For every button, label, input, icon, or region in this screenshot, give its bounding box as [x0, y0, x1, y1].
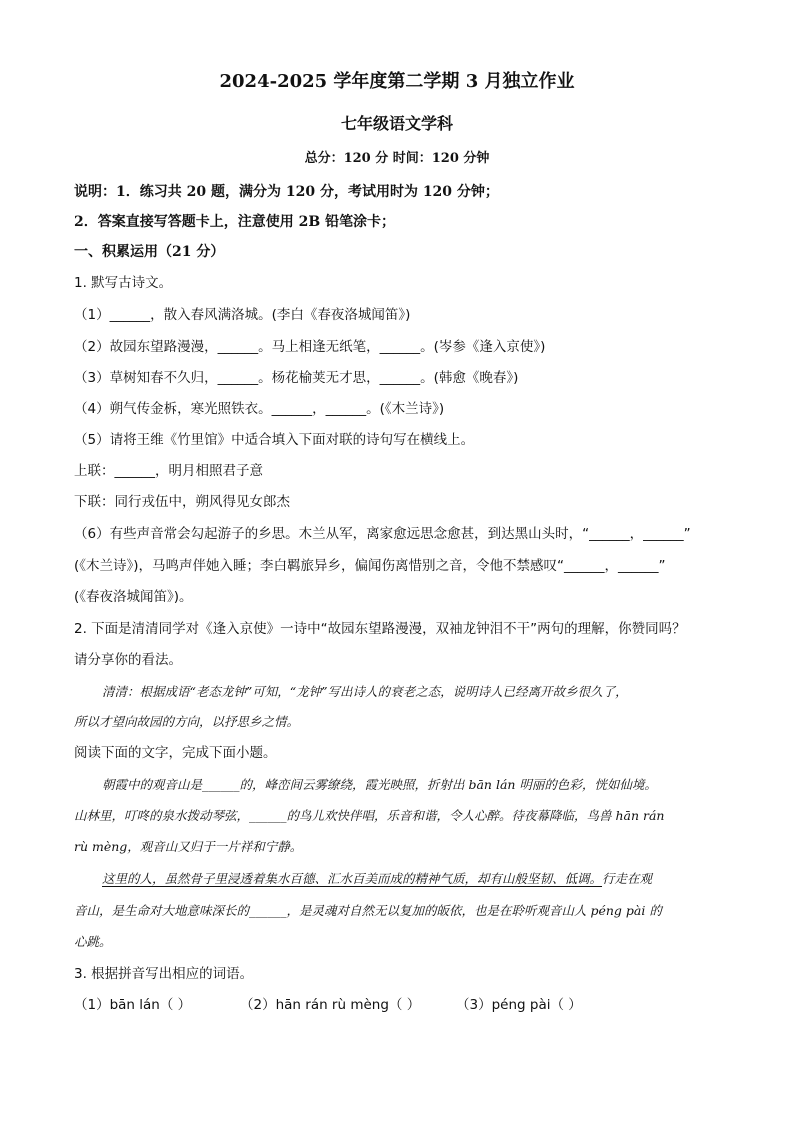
- q3-answer-2: （2）hān rán rù mèng（ ）: [240, 997, 421, 1013]
- q1-item-6-line-3: (《春夜洛城闻笛》)。: [74, 589, 193, 605]
- section-heading: 一、积累运用（21 分）: [74, 244, 225, 260]
- underlined-sentence: 这里的人，虽然骨子里浸透着集水百德、汇水百美而成的精神气质，却有山般坚韧、低调。: [102, 871, 603, 886]
- q1-stem: 1. 默写古诗文。: [74, 275, 173, 291]
- q1-item-6-line-2: (《木兰诗》)，马鸣声伴她入睡；李白羁旅异乡，偏闻伤离惜别之音，令他不禁感叹“______，______”: [74, 558, 666, 574]
- passage-p1-line-1: 朝霞中的观音山是______的，峰峦间云雾缭绕，霞光映照，折射出 bān lán 明丽的色彩，恍如仙境。: [102, 777, 657, 792]
- q3-answer-1: （1）bān lán（ ）: [74, 997, 192, 1013]
- q2-quote-line-2: 所以才望向故园的方向，以抒思乡之情。: [74, 714, 300, 729]
- q1-item-5: （5）请将王维《竹里馆》中适合填入下面对联的诗句写在横线上。: [74, 432, 475, 448]
- subject-title: 七年级语文学科: [340, 114, 453, 133]
- q2-stem-line-1: 2. 下面是清清同学对《逢入京使》一诗中“故园东望路漫漫，双袖龙钟泪不干”两句的理解，你赞同吗？: [74, 621, 686, 637]
- q3-answer-3: （3）péng pài（ ）: [456, 997, 582, 1013]
- exam-meta: 总分：120 分 时间：120 分钟: [304, 151, 490, 166]
- q1-item-1: （1）______，散入春风满洛城。(李白《春夜洛城闻笛》): [74, 307, 411, 323]
- page-title: 2024-2025 学年度第二学期 3 月独立作业: [219, 71, 575, 92]
- q3-stem: 3. 根据拼音写出相应的词语。: [74, 966, 254, 982]
- passage-p2-line-1: [102, 869, 652, 889]
- passage-p2-line-1-rest: 行走在观: [602, 871, 653, 886]
- instruction-line-1: 说明：1．练习共 20 题，满分为 120 分，考试用时为 120 分钟；: [74, 184, 499, 200]
- q1-item-6-line-1: （6）有些声音常会勾起游子的乡思。木兰从军，离家愈远思念愈甚，到达黑山头时，“______，______”: [74, 526, 691, 542]
- passage-p2-line-2: 音山，是生命对大地意味深长的______，是灵魂对自然无以复加的皈依，也是在聆听观音山人 péng pài 的: [74, 903, 662, 918]
- q2-quote-line-1: 清清：根据成语“老态龙钟”可知，“龙钟”写出诗人的衰老之态，说明诗人已经离开故乡很久了，: [102, 684, 628, 699]
- q1-item-2: （2）故园东望路漫漫，______。马上相逢无纸笔，______。(岑参《逢入京使》): [74, 339, 546, 355]
- passage-p1-line-2: 山林里，叮咚的泉水拨动琴弦，______的鸟儿欢快伴唱，乐音和谐，令人心醉。待夜幕降临，鸟兽 hān rán: [74, 808, 665, 823]
- reading-intro: 阅读下面的文字，完成下面小题。: [74, 745, 277, 761]
- q1-item-4: （4）朔气传金柝，寒光照铁衣。______，______。(《木兰诗》): [74, 401, 445, 417]
- couplet-upper: 上联：______，明月相照君子意: [74, 463, 263, 479]
- instruction-line-2: 2．答案直接写答题卡上，注意使用 2B 铅笔涂卡；: [74, 214, 396, 230]
- couplet-lower: 下联：同行戎伍中，朔风得见女郎杰: [74, 494, 290, 510]
- q1-item-3: （3）草树知春不久归，______。杨花榆荚无才思，______。(韩愈《晚春》): [74, 370, 519, 386]
- passage-p1-line-3: rù mèng，观音山又归于一片祥和宁静。: [74, 839, 303, 854]
- passage-p2-line-3: 心跳。: [74, 934, 112, 949]
- q2-stem-line-2: 请分享你的看法。: [74, 652, 182, 668]
